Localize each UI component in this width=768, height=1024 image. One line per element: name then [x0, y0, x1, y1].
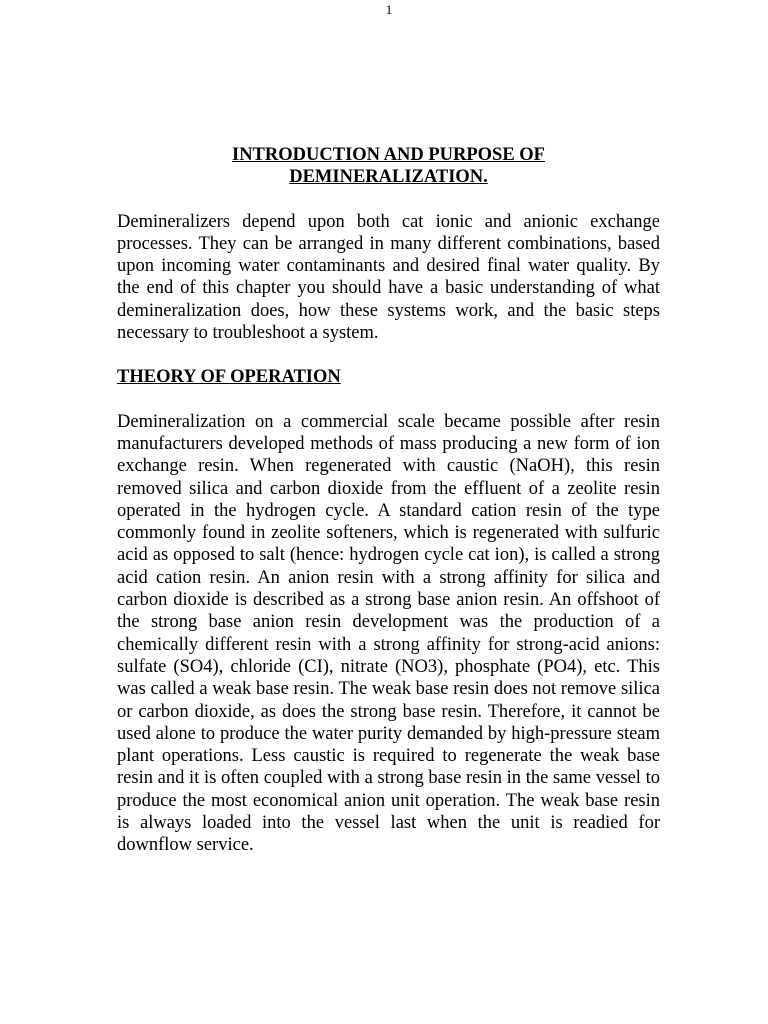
document-title-line-1: INTRODUCTION AND PURPOSE OF	[232, 145, 545, 165]
document-title	[117, 144, 660, 189]
document-body	[117, 144, 660, 857]
document-title-line-2: DEMINERALIZATION.	[289, 167, 488, 188]
theory-paragraph: Demineralization on a commercial scale became possible after resin manufacturers developed methods of mass producing a new form of ion exchange resin. When regenerated with caustic (NaOH), this resin removed silica and carbon dioxide from the effluent of a zeolite resin operated in the hydrogen cycle. A standard cation resin of the type commonly found in zeolite softeners, which is regenerated with sulfuric acid as opposed to salt (hence: hydrogen cycle cat ion), is called a strong acid cation resin. An anion resin with a strong affinity for silica and carbon dioxide is described as a strong base anion resin. An offshoot of the strong base anion resin development was the production of a chemically different resin with a strong affinity for strong-acid anions: sulfate (SO4), chloride (CI), nitrate (NO3), phosphate (PO4), etc. This was called a weak base resin. The weak base resin does not remove silica or carbon dioxide, as does the strong base resin. Therefore, it cannot be used alone to produce the water purity demanded by high-pressure steam plant operations. Less caustic is required to regenerate the weak base resin and it is often coupled with a strong base resin in the same vessel to produce the most economical anion unit operation. The weak base resin is always loaded into the vessel last when the unit is readied for downflow service.	[117, 411, 660, 856]
section-heading-theory: THEORY OF OPERATION	[117, 367, 341, 388]
page-number: 1	[385, 2, 393, 17]
intro-paragraph: Demineralizers depend upon both cat ionic and anionic exchange processes. They can be arranged in many different combinations, based upon incoming water contaminants and desired final water quality. By the end of this chapter you should have a basic understanding of what demineralization does, how these systems work, and the basic steps necessary to troubleshoot a system.	[117, 211, 660, 344]
